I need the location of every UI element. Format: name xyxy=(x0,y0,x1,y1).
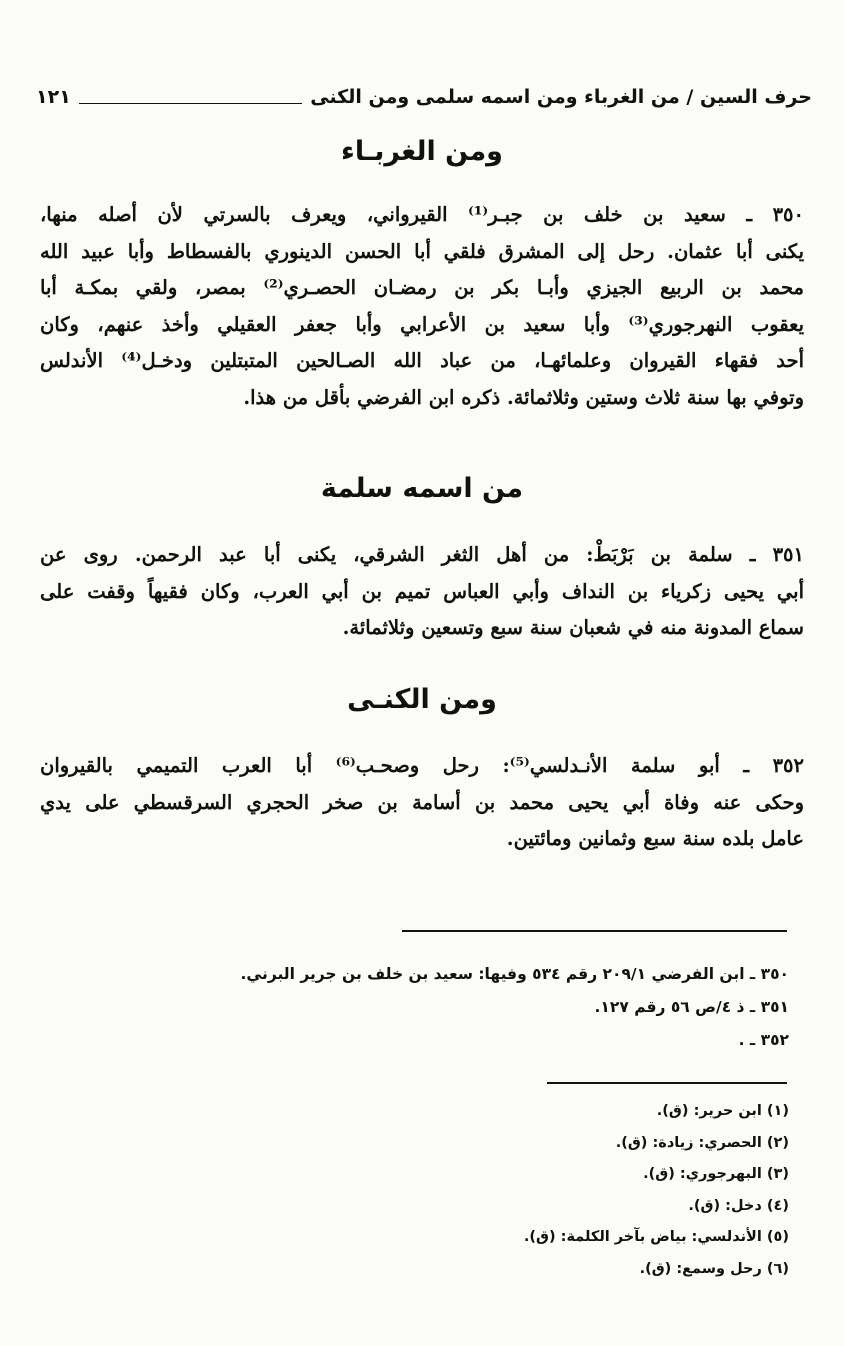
footnote: (١) ابن حرير: (ق). xyxy=(656,1103,789,1119)
footnote: (٥) الأندلسي: بياض بآخر الكلمة: (ق). xyxy=(523,1229,789,1245)
entry-352 xyxy=(40,748,804,858)
section-heading-kunya: ومن الكنـى xyxy=(347,684,497,715)
footnote: (٦) رحل وسمع: (ق). xyxy=(639,1260,789,1277)
entry-350 xyxy=(40,197,804,416)
notes-separator xyxy=(402,930,787,932)
entry-line: سماع المدونة منه في شعبان سنة سبع وتسعين وثلاثمائة. xyxy=(342,616,804,639)
source-note: ٣٥١ ـ ذ ٤/ص ٥٦ رقم ١٢٧. xyxy=(594,998,789,1016)
footnote: (٢) الحصري: زيادة: (ق). xyxy=(615,1134,789,1151)
entry-line: أحد فقهاء القيروان وعلمائهـا، من عباد الله الصـالحين المتبتلين ودخـل⁽⁴⁾ الأندلس xyxy=(40,349,804,372)
entry-line: يعقوب النهرجوري⁽³⁾ وأبا سعيد بن الأعرابي وأبا جعفر العقيلي وأخذ عنهم، وكان xyxy=(40,312,805,336)
section-heading-salama: من اسمه سلمة xyxy=(320,473,524,504)
source-note: ٣٥٢ ـ . xyxy=(738,1031,789,1049)
footnotes xyxy=(40,1096,789,1285)
footnote: (٣) البهرجوري: (ق). xyxy=(643,1166,789,1182)
entry-line: ٣٥٠ ـ سعيد بن خلف بن جبـر⁽¹⁾ القيرواني، ويعرف بالسرتي لأن أصله منها، xyxy=(40,203,804,226)
footnote: (٤) دخل: (ق). xyxy=(688,1197,789,1214)
page-header xyxy=(36,80,812,114)
entry-line: وحكى عنه وفاة أبي يحيى محمد بن أسامة بن صخر الحجري السرقسطي على يدي xyxy=(40,790,804,814)
entry-line: عامل بلده سنة سبع وثمانين ومائتين. xyxy=(506,827,804,850)
entry-line: محمد بن الربيع الجيزي وأبـا بكر بن رمضـان الحصـري⁽²⁾ بمصر، ولقي بمكـة أبا xyxy=(40,276,805,299)
entry-line: يكنى أبا عثمان. رحل إلى المشرق فلقي أبا الحسن الدينوري بالفسطاط وأبا عبيد الله xyxy=(40,239,804,263)
footnotes-separator xyxy=(547,1082,787,1084)
entry-line: أبي يحيى زكرياء بن النداف وأبي العباس تميم بن أبي العرب، وكان فقيهاً وقفت على xyxy=(40,579,804,603)
entry-line: ٣٥١ ـ سلمة بن بَرْبَطْ: من أهل الثغر الشرقي، يكنى أبا عبد الرحمن. روى عن xyxy=(40,543,804,566)
running-title: حرف السين / من الغرباء ومن اسمه سلمى ومن الكنى xyxy=(310,86,812,108)
entry-line: وتوفي بها سنة ثلاث وستين وثلاثمائة. ذكره ابن الفرضي بأقل من هذا. xyxy=(243,385,804,409)
header-rule xyxy=(79,103,302,104)
entry-line: ٣٥٢ ـ أبو سلمة الأنـدلسي⁽⁵⁾: رحل وصحـب⁽⁶⁾ أبا العرب التميمي بالقيروان xyxy=(40,754,804,777)
source-notes xyxy=(40,958,789,1057)
entry-351 xyxy=(40,537,804,647)
section-heading-strangers: ومن الغربـاء xyxy=(341,136,503,167)
page-number: ١٢١ xyxy=(36,86,71,108)
source-note: ٣٥٠ ـ ابن الفرضي ٢٠٩/١ رقم ٥٣٤ وفيها: سعيد بن خلف بن جرير البرني. xyxy=(240,965,789,983)
